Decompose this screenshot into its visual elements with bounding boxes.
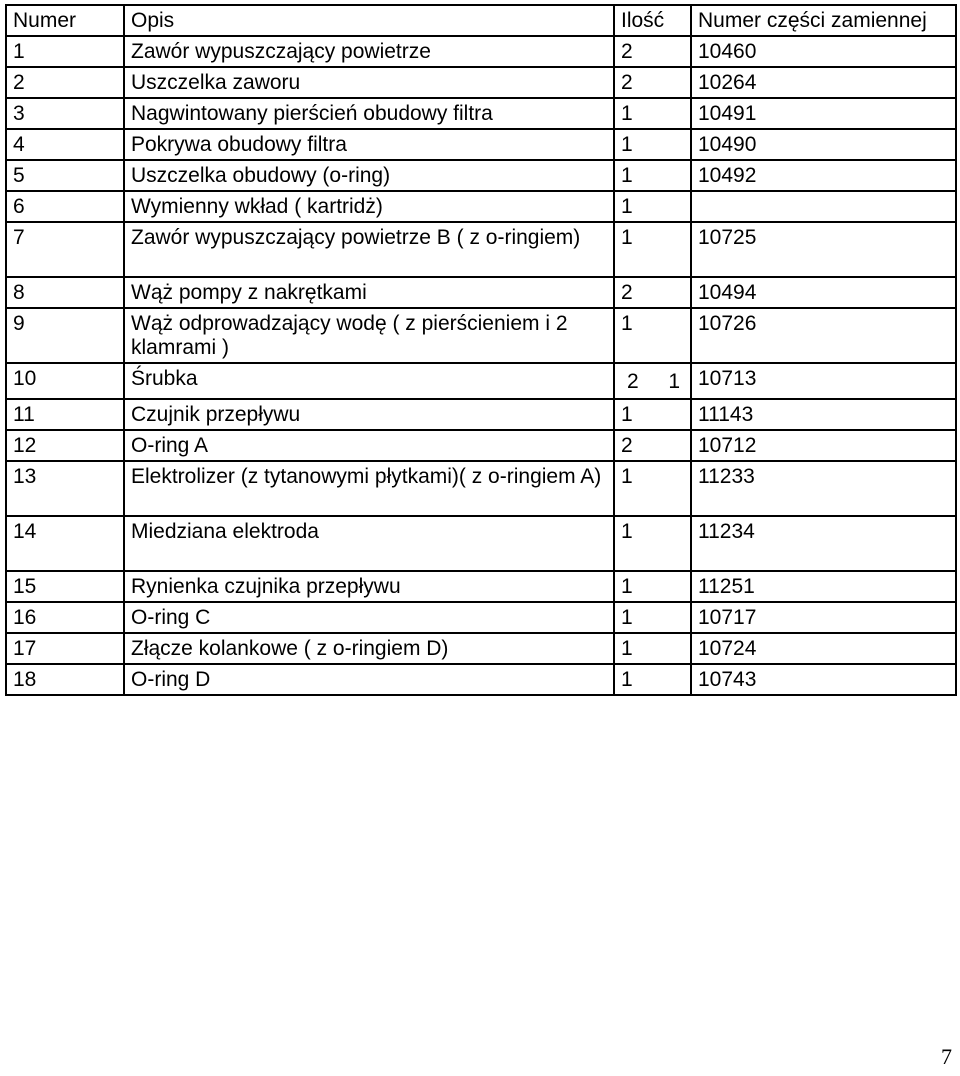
table-row xyxy=(6,277,956,308)
parts-table xyxy=(5,4,957,696)
row-quantity: 1 xyxy=(614,129,691,160)
row-number: 8 xyxy=(6,277,124,308)
row-description: Uszczelka zaworu xyxy=(124,67,614,98)
row-part-number: 10726 xyxy=(691,308,956,363)
table-row xyxy=(6,633,956,664)
row-quantity: 2 xyxy=(614,36,691,67)
row-description: Rynienka czujnika przepływu xyxy=(124,571,614,602)
row-description: O-ring A xyxy=(124,430,614,461)
row-quantity: 2 xyxy=(614,67,691,98)
row-description: Złącze kolankowe ( z o-ringiem D) xyxy=(124,633,614,664)
row-part-number xyxy=(691,191,956,222)
row-part-number: 11251 xyxy=(691,571,956,602)
row-description: Miedziana elektroda xyxy=(124,516,614,571)
row-quantity: 1 xyxy=(614,399,691,430)
row-number: 17 xyxy=(6,633,124,664)
table-row xyxy=(6,67,956,98)
row-part-number: 11234 xyxy=(691,516,956,571)
table-row xyxy=(6,430,956,461)
row-part-number: 10717 xyxy=(691,602,956,633)
table-row xyxy=(6,602,956,633)
row-quantity: 1 xyxy=(614,222,691,277)
row-description: Zawór wypuszczający powietrze xyxy=(124,36,614,67)
row-quantity-extra: 1 xyxy=(668,370,680,393)
row-description: Śrubka xyxy=(124,363,614,399)
row-number: 3 xyxy=(6,98,124,129)
row-part-number: 11233 xyxy=(691,461,956,516)
row-quantity: 1 xyxy=(614,602,691,633)
row-part-number: 10490 xyxy=(691,129,956,160)
table-row xyxy=(6,363,956,399)
row-number: 1 xyxy=(6,36,124,67)
row-number: 11 xyxy=(6,399,124,430)
table-row xyxy=(6,308,956,363)
row-part-number: 10724 xyxy=(691,633,956,664)
table-row xyxy=(6,571,956,602)
row-description: O-ring C xyxy=(124,602,614,633)
row-quantity xyxy=(614,363,691,399)
row-quantity-value: 2 xyxy=(627,370,639,393)
row-description: Wąż odprowadzający wodę ( z pierścieniem i 2 klamrami ) xyxy=(124,308,614,363)
table-row xyxy=(6,160,956,191)
row-number: 4 xyxy=(6,129,124,160)
row-description: Wąż pompy z nakrętkami xyxy=(124,277,614,308)
table-row xyxy=(6,516,956,571)
row-part-number: 10492 xyxy=(691,160,956,191)
row-part-number: 10491 xyxy=(691,98,956,129)
row-quantity: 1 xyxy=(614,98,691,129)
row-number: 14 xyxy=(6,516,124,571)
row-number: 16 xyxy=(6,602,124,633)
row-number: 9 xyxy=(6,308,124,363)
row-part-number: 10460 xyxy=(691,36,956,67)
row-number: 10 xyxy=(6,363,124,399)
row-number: 5 xyxy=(6,160,124,191)
row-description: Uszczelka obudowy (o-ring) xyxy=(124,160,614,191)
table-row xyxy=(6,129,956,160)
row-quantity: 1 xyxy=(614,191,691,222)
row-description: Czujnik przepływu xyxy=(124,399,614,430)
row-quantity: 1 xyxy=(614,461,691,516)
row-number: 7 xyxy=(6,222,124,277)
row-quantity: 2 xyxy=(614,430,691,461)
row-number: 18 xyxy=(6,664,124,695)
row-description: Pokrywa obudowy filtra xyxy=(124,129,614,160)
row-part-number: 10494 xyxy=(691,277,956,308)
row-quantity: 1 xyxy=(614,308,691,363)
row-part-number: 11143 xyxy=(691,399,956,430)
table-row xyxy=(6,399,956,430)
row-description: O-ring D xyxy=(124,664,614,695)
table-row xyxy=(6,191,956,222)
row-part-number: 10713 xyxy=(691,363,956,399)
table-row xyxy=(6,98,956,129)
row-quantity: 2 xyxy=(614,277,691,308)
row-quantity: 1 xyxy=(614,633,691,664)
row-quantity: 1 xyxy=(614,516,691,571)
row-quantity: 1 xyxy=(614,160,691,191)
row-quantity: 1 xyxy=(614,571,691,602)
row-description: Nagwintowany pierścień obudowy filtra xyxy=(124,98,614,129)
row-number: 12 xyxy=(6,430,124,461)
row-part-number: 10743 xyxy=(691,664,956,695)
header-quantity: Ilość xyxy=(614,5,691,36)
row-part-number: 10725 xyxy=(691,222,956,277)
table-row xyxy=(6,461,956,516)
header-description: Opis xyxy=(124,5,614,36)
row-number: 2 xyxy=(6,67,124,98)
row-description: Zawór wypuszczający powietrze B ( z o-ringiem) xyxy=(124,222,614,277)
header-number: Numer xyxy=(6,5,124,36)
row-number: 13 xyxy=(6,461,124,516)
table-row xyxy=(6,222,956,277)
row-part-number: 10712 xyxy=(691,430,956,461)
page-number: 7 xyxy=(941,1044,952,1069)
header-part-number: Numer części zamiennej xyxy=(691,5,956,36)
row-part-number: 10264 xyxy=(691,67,956,98)
row-number: 15 xyxy=(6,571,124,602)
table-row xyxy=(6,36,956,67)
table-row xyxy=(6,664,956,695)
row-number: 6 xyxy=(6,191,124,222)
row-quantity: 1 xyxy=(614,664,691,695)
row-description: Elektrolizer (z tytanowymi płytkami)( z o-ringiem A) xyxy=(124,461,614,516)
row-description: Wymienny wkład ( kartridż) xyxy=(124,191,614,222)
table-header-row xyxy=(6,5,956,36)
